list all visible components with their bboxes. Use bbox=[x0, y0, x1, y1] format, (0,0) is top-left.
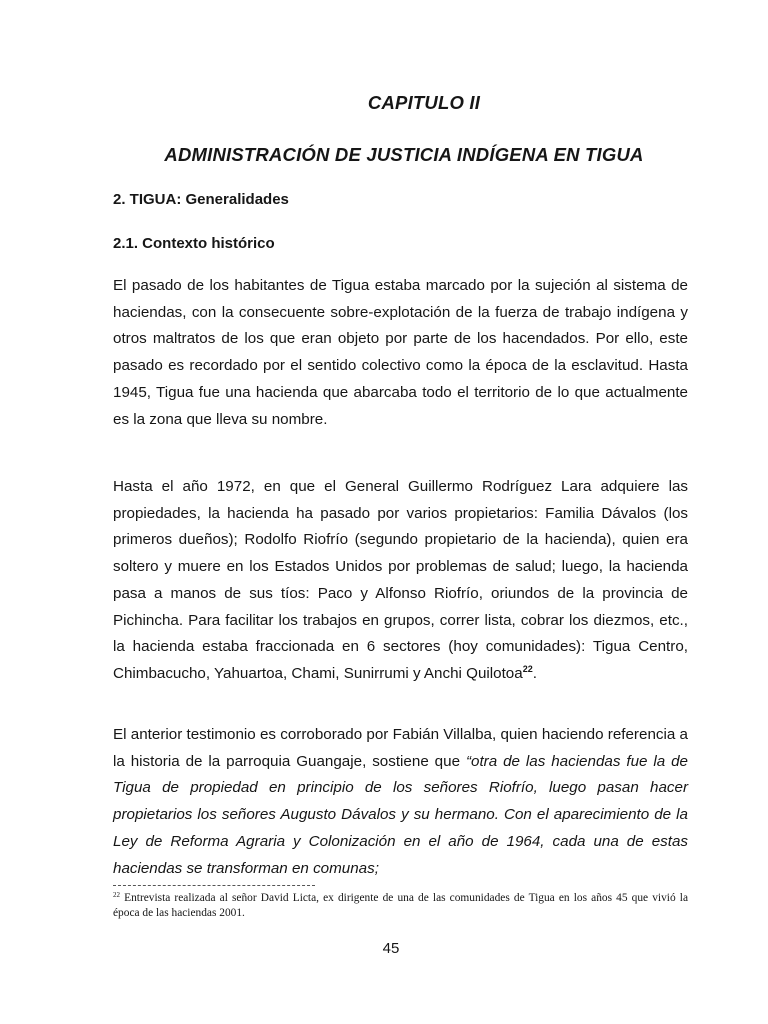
paragraph-2-text: Hasta el año 1972, en que el General Guillermo Rodríguez Lara adquiere las propiedades, la hacienda ha pasado por varios propietarios: Familia Dávalos (los primeros dueños); Rodolfo Riofrío (segundo propietario de la hacienda), quien era soltero y muere en los Estados Unidos por problemas de salud; luego, la hacienda pasa a manos de sus tíos: Paco y Alfonso Riofrío, oriundos de la provincia de Pichincha. Para facilitar los trabajos en grupos, correr lista, cobrar los diezmos, etc., la hacienda estaba fraccionada en 6 sectores (hoy comunidades): Tigua Centro, Chimbacucho, Yahuartoa, Chami, Sunirrumi y Anchi Quilotoa bbox=[113, 478, 688, 682]
section-heading-2: 2. TIGUA: Generalidades bbox=[113, 191, 289, 208]
chapter-number: CAPITULO II bbox=[367, 92, 481, 113]
page-number: 45 bbox=[382, 940, 400, 957]
chapter-title: ADMINISTRACIÓN DE JUSTICIA INDÍGENA EN TIGUA bbox=[164, 144, 644, 165]
paragraph-1: El pasado de los habitantes de Tigua estaba marcado por la sujeción al sistema de haciendas, con la consecuente sobre-explotación de la fuerza de trabajo indígena y otros maltratos de los que eran objeto por parte de los hacendados. Por ello, este pasado es recordado por el sentido colectivo como la época de la esclavitud. Hasta 1945, Tigua fue una hacienda que abarcaba todo el territorio de lo que actualmente es la zona que lleva su nombre. bbox=[113, 277, 688, 428]
paragraph-3-quote: “otra de las haciendas fue la de Tigua de propiedad en principio de los señores Riofrío, luego pasan hacer propietarios los señores Augusto Dávalos y su hermano. Con el aparecimiento de la Ley de Reforma Agraria y Colonización en el año de 1964, cada una de estas haciendas se transforman en comunas; bbox=[113, 752, 688, 877]
footnote bbox=[113, 891, 688, 920]
footnote-marker: 22 bbox=[113, 891, 120, 899]
paragraph-2 bbox=[113, 474, 688, 688]
footnote-reference: 22 bbox=[522, 663, 533, 674]
footnote-text: Entrevista realizada al señor David Licta, ex dirigente de una de las comunidades de Tigua en los años 45 que vivió la época de las haciendas 2001. bbox=[113, 892, 688, 919]
footnote-separator bbox=[113, 885, 315, 886]
paragraph-2-end: . bbox=[532, 664, 537, 682]
paragraph-3 bbox=[113, 722, 688, 882]
paragraph-3-text: El anterior testimonio es corroborado por Fabián Villalba, quien haciendo referencia a la historia de la parroquia Guangaje, sostiene que bbox=[113, 726, 688, 770]
subsection-heading-2-1: 2.1. Contexto histórico bbox=[113, 235, 275, 252]
